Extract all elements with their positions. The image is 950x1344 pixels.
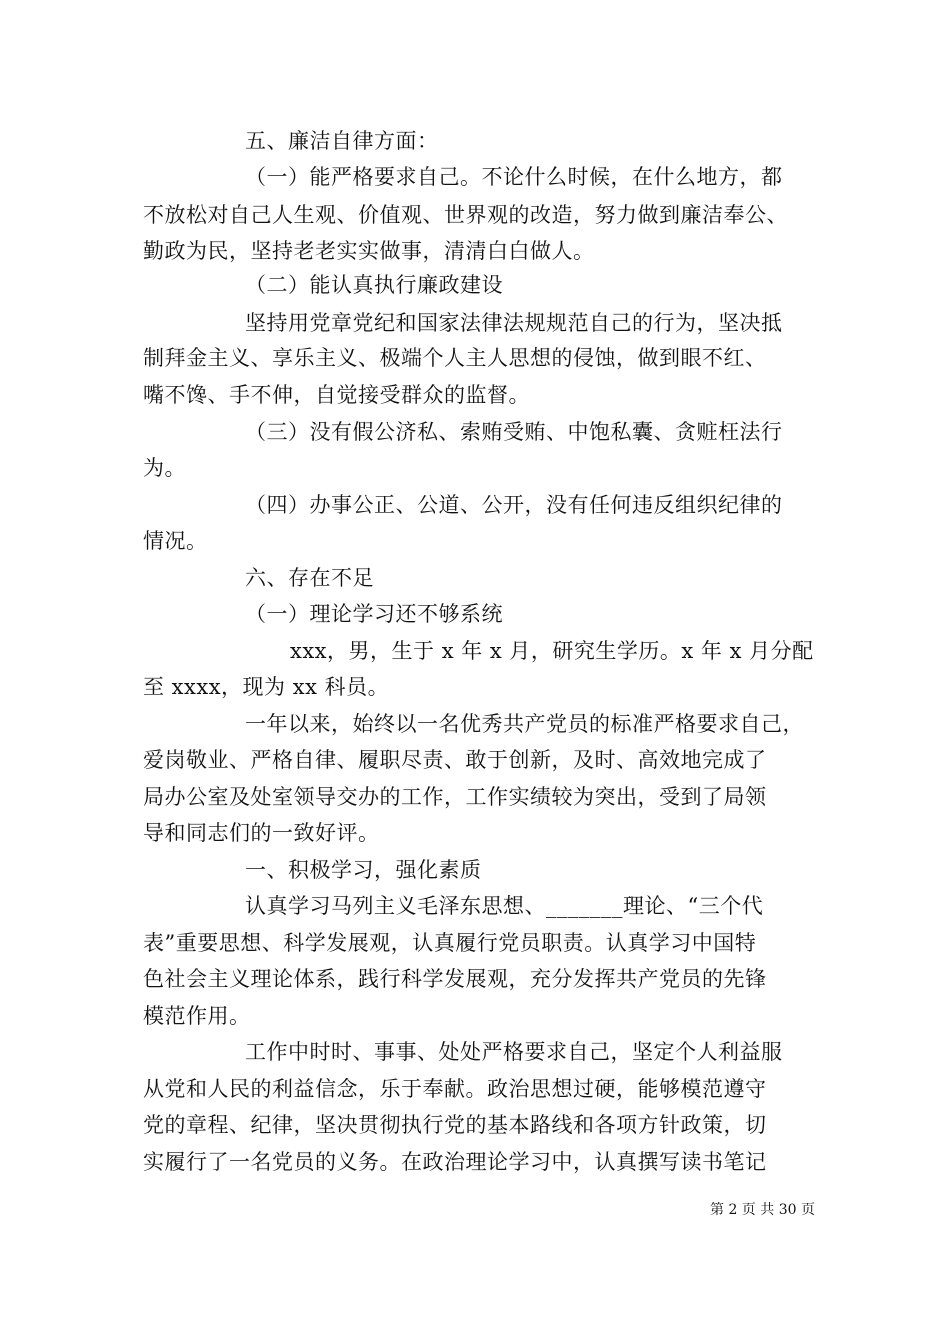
- paragraph-line: 坚持用党章党纪和国家法律法规规范自己的行为，坚决抵: [245, 311, 783, 335]
- paragraph-line: 认真学习马列主义毛泽东思想、_______理论、“三个代: [245, 894, 764, 918]
- paragraph-line: 从党和人民的利益信念，乐于奉献。政治思想过硬，能够模范遵守: [143, 1077, 767, 1101]
- paragraph-line: 为。: [143, 456, 186, 480]
- paragraph-line: 制拜金主义、享乐主义、极端个人主人思想的侵蚀，做到眼不红、: [143, 346, 767, 370]
- paragraph-line: 表”重要思想、科学发展观，认真履行党员职责。认真学习中国特: [143, 931, 757, 955]
- paragraph-line: 不放松对自己人生观、价值观、世界观的改造，努力做到廉洁奉公、: [143, 203, 788, 227]
- page-number: 第 2 页 共 30 页: [710, 1202, 815, 1218]
- paragraph-line: 实履行了一名党员的义务。在政治理论学习中，认真撰写读书笔记: [143, 1150, 767, 1174]
- paragraph-line: 工作中时时、事事、处处严格要求自己，坚定个人利益服: [245, 1040, 783, 1064]
- paragraph-line: 爱岗敬业、严格自律、履职尽责、敢于创新，及时、高效地完成了: [143, 748, 767, 772]
- subsection-heading: （二）能认真执行廉政建设: [245, 273, 503, 297]
- paragraph-line: xxx，男，生于 x 年 x 月，研究生学历。x 年 x 月分配: [290, 639, 814, 663]
- paragraph-line: 局办公室及处室领导交办的工作，工作实绩较为突出，受到了局领: [143, 785, 767, 809]
- paragraph-line: 勤政为民，坚持老老实实做事，清清白白做人。: [143, 239, 595, 263]
- section-heading: 一、积极学习，强化素质: [245, 858, 482, 882]
- paragraph-line: （一）能严格要求自己。不论什么时候，在什么地方，都: [245, 165, 783, 189]
- paragraph-line: 一年以来，始终以一名优秀共产党员的标准严格要求自己，: [245, 712, 804, 736]
- paragraph-line: 模范作用。: [143, 1004, 251, 1028]
- subsection-heading: （一）理论学习还不够系统: [245, 602, 503, 626]
- paragraph-line: 至 xxxx，现为 xx 科员。: [143, 675, 390, 699]
- paragraph-line: 党的章程、纪律，坚决贯彻执行党的基本路线和各项方针政策，切: [143, 1113, 767, 1137]
- paragraph-line: 嘴不馋、手不伸，自觉接受群众的监督。: [143, 383, 530, 407]
- paragraph-line: （三）没有假公济私、索贿受贿、中饱私囊、贪赃枉法行: [245, 420, 783, 444]
- section-heading: 六、存在不足: [245, 566, 374, 590]
- paragraph-line: 色社会主义理论体系，践行科学发展观，充分发挥共产党员的先锋: [143, 967, 767, 991]
- paragraph-line: （四）办事公正、公道、公开，没有任何违反组织纪律的: [245, 493, 783, 517]
- paragraph-line: 情况。: [143, 529, 208, 553]
- section-heading: 五、廉洁自律方面：: [245, 129, 439, 153]
- paragraph-line: 导和同志们的一致好评。: [143, 821, 380, 845]
